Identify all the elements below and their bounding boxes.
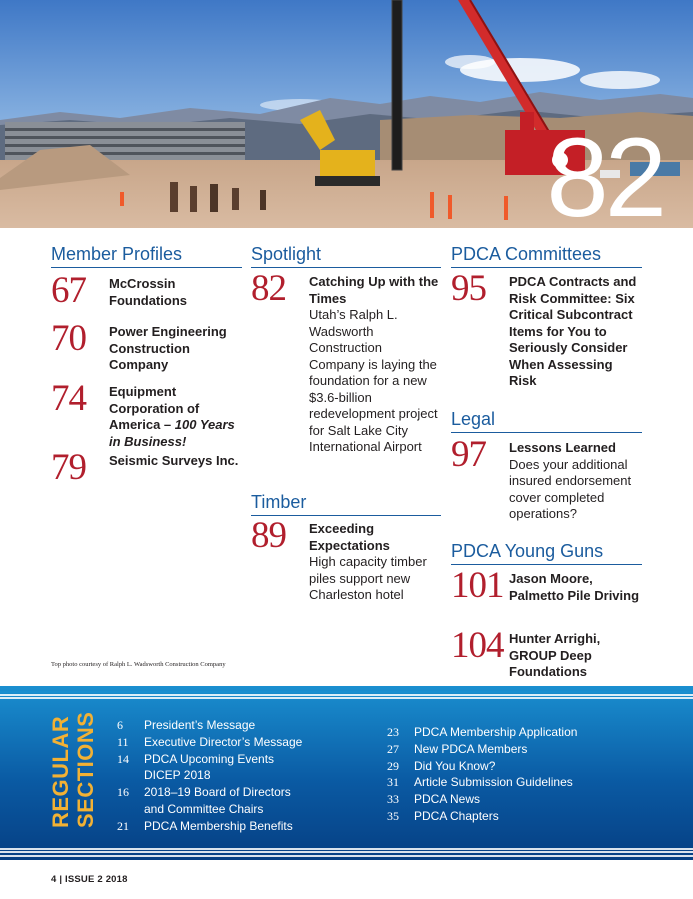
entry-page-number: 74 [51,378,86,419]
entry-description: High capacity timber piles support new Charleston hotel [309,554,427,602]
entry-title: Power Engineering Construction Company [109,324,227,372]
entry-body [309,274,441,456]
entry-body [309,521,441,604]
section-legal [451,409,642,433]
regular-sections-title [48,711,100,828]
regular-section-page: 31 [387,775,399,790]
entry-page-number: 95 [451,268,486,309]
band-stripe [0,694,693,696]
regular-section-label: New PDCA Members [414,741,528,756]
entry-title-italic: 100 Years in Business! [109,417,235,449]
regular-section-label: DICEP 2018 [144,768,211,783]
regular-section-label: PDCA Upcoming Events [144,751,275,766]
regular-section-label: PDCA Chapters [414,808,499,823]
entry-description: Utah’s Ralph L. Wadsworth Construction Company is laying the foundation for a new $3.6-billion redevelopment project for Salt Lake City International Airport [309,307,438,454]
regular-section-page: 11 [117,734,129,749]
band-stripe [0,848,693,850]
entry-title-main: Equipment Corporation of America – [109,384,200,432]
regular-section-page: 33 [387,792,399,807]
regular-section-label: PDCA Membership Application [414,725,578,739]
entry-body [109,324,242,374]
regular-section-label: Did You Know? [414,758,496,773]
regular-section-page: 6 [117,718,123,732]
entry-title: Jason Moore, Palmetto Pile Driving [509,571,640,603]
entry-body [109,453,242,470]
entry-body [509,440,642,523]
regular-section-page: 35 [387,808,399,823]
regular-section-label: Executive Director’s Message [144,734,303,749]
section-title: Legal [451,409,642,433]
hero-photo [0,0,693,228]
entry-title: Lessons Learned [509,440,616,455]
section-pdca-committees [451,244,642,268]
regular-section-label: President’s Message [144,718,256,732]
band-stripe [0,697,693,699]
entry-title: McCrossin Foundations [109,276,187,308]
regular-section-page: 21 [117,818,129,833]
entry-page-number: 79 [51,447,86,488]
band-stripe [0,691,693,693]
band-stripe [0,851,693,853]
entry-page-number: 104 [451,625,504,666]
section-title: Spotlight [251,244,441,268]
section-timber [251,492,441,516]
entry-page-number: 97 [451,434,486,475]
regular-section-page: 16 [117,785,129,800]
entry-body [509,631,642,681]
entry-page-number: 70 [51,318,86,359]
section-title: Member Profiles [51,244,242,268]
entry-body [109,384,242,450]
entry-body [509,274,642,390]
section-young-guns [451,541,642,565]
section-member-profiles [51,244,242,268]
regular-section-page: 29 [387,758,399,773]
photo-credit: Top photo courtesy of Ralph L. Wadsworth Construction Company [51,661,226,668]
regular-section-page: 14 [117,751,129,766]
feature-page-number: 82 [546,115,663,228]
entry-page-number: 82 [251,268,286,309]
entry-description: Does your additional insured endorsement cover completed operations? [509,456,632,521]
regular-sections-title-line2: SECTIONS [73,711,98,828]
entry-body [109,276,242,309]
regular-section-label: 2018–19 Board of Directors [144,785,291,800]
regular-section-page: 23 [387,725,399,739]
entry-body [509,571,642,604]
entry-title: Seismic Surveys Inc. [109,453,239,468]
entry-title: Hunter Arrighi, GROUP Deep Foundations [509,631,601,679]
entry-title: Catching Up with the Times [309,274,439,306]
entry-title [109,384,242,450]
entry-page-number: 101 [451,565,504,606]
regular-sections-band [0,686,693,860]
regular-section-label: PDCA News [414,792,481,807]
band-stripe [0,855,693,857]
regular-sections-title-line1: REGULAR [48,715,73,828]
regular-section-label-line2: and Committee Chairs [144,801,264,816]
entry-title: PDCA Contracts and Risk Committee: Six Critical Subcontract Items for You to Seriously Consider When Assessing Risk [509,274,637,388]
section-spotlight [251,244,441,268]
entry-page-number: 67 [51,270,86,311]
section-title: Timber [251,492,441,516]
entry-page-number: 89 [251,515,286,556]
regular-section-page: 27 [387,741,399,756]
entry-title: Exceeding Expectations [309,521,390,553]
regular-section-label: PDCA Membership Benefits [144,818,293,833]
section-title: PDCA Committees [451,244,642,268]
regular-section-label: Article Submission Guidelines [414,775,573,790]
section-title: PDCA Young Guns [451,541,642,565]
page-footer: 4 | ISSUE 2 2018 [51,874,128,885]
